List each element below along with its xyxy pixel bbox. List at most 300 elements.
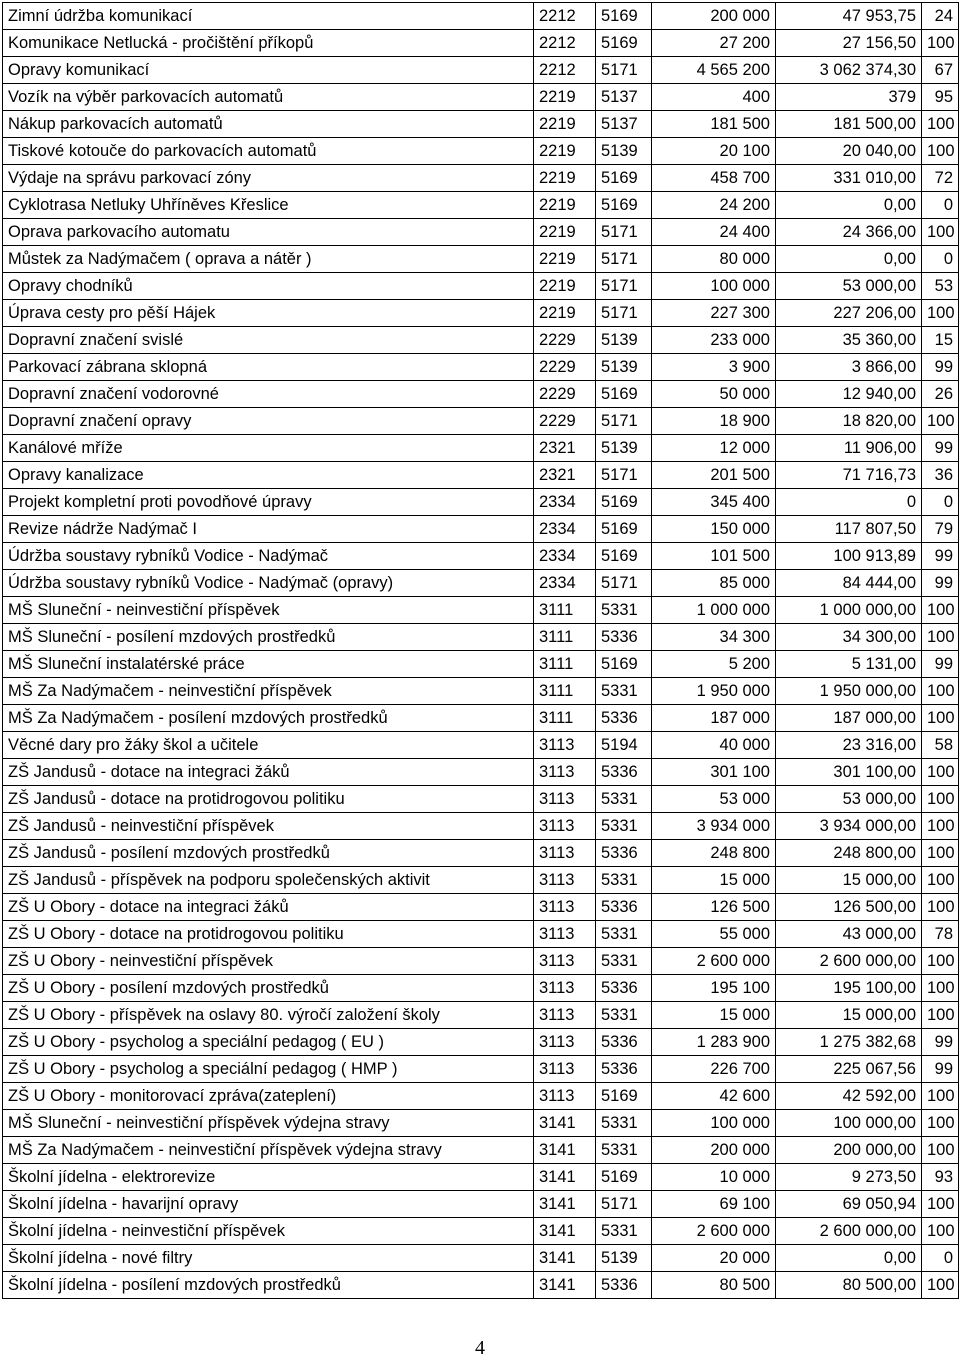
item-name-cell: Výdaje na správu parkovací zóny <box>3 165 534 192</box>
item-code-cell: 5169 <box>596 381 652 408</box>
actual-cell: 43 000,00 <box>776 921 922 948</box>
paragraph-cell: 3141 <box>534 1164 596 1191</box>
table-row <box>3 138 959 165</box>
percent-cell: 95 <box>922 84 959 111</box>
item-name-cell: Úprava cesty pro pěší Hájek <box>3 300 534 327</box>
paragraph-cell: 3111 <box>534 597 596 624</box>
budget-cell: 345 400 <box>652 489 776 516</box>
actual-cell: 27 156,50 <box>776 30 922 57</box>
percent-cell: 100 <box>922 597 959 624</box>
actual-cell: 0 <box>776 489 922 516</box>
table-row <box>3 435 959 462</box>
table-row <box>3 462 959 489</box>
budget-cell: 20 000 <box>652 1245 776 1272</box>
percent-cell: 100 <box>922 975 959 1002</box>
percent-cell: 100 <box>922 705 959 732</box>
table-row <box>3 381 959 408</box>
budget-cell: 3 900 <box>652 354 776 381</box>
paragraph-cell: 3113 <box>534 921 596 948</box>
actual-cell: 100 000,00 <box>776 1110 922 1137</box>
budget-cell: 50 000 <box>652 381 776 408</box>
item-code-cell: 5331 <box>596 678 652 705</box>
percent-cell: 100 <box>922 624 959 651</box>
table-row <box>3 84 959 111</box>
item-code-cell: 5171 <box>596 462 652 489</box>
table-row <box>3 1083 959 1110</box>
table-row <box>3 3 959 30</box>
percent-cell: 78 <box>922 921 959 948</box>
percent-cell: 100 <box>922 1110 959 1137</box>
actual-cell: 2 600 000,00 <box>776 948 922 975</box>
item-code-cell: 5137 <box>596 111 652 138</box>
item-code-cell: 5171 <box>596 219 652 246</box>
actual-cell: 225 067,56 <box>776 1056 922 1083</box>
actual-cell: 11 906,00 <box>776 435 922 462</box>
table-row <box>3 786 959 813</box>
paragraph-cell: 3113 <box>534 1056 596 1083</box>
percent-cell: 100 <box>922 1002 959 1029</box>
percent-cell: 93 <box>922 1164 959 1191</box>
percent-cell: 0 <box>922 489 959 516</box>
item-code-cell: 5137 <box>596 84 652 111</box>
percent-cell: 99 <box>922 543 959 570</box>
table-row <box>3 219 959 246</box>
table-row <box>3 651 959 678</box>
table-row <box>3 111 959 138</box>
item-name-cell: ZŠ Jandusů - posílení mzdových prostředků <box>3 840 534 867</box>
paragraph-cell: 3113 <box>534 759 596 786</box>
paragraph-cell: 3111 <box>534 651 596 678</box>
percent-cell: 100 <box>922 840 959 867</box>
percent-cell: 24 <box>922 3 959 30</box>
budget-cell: 248 800 <box>652 840 776 867</box>
paragraph-cell: 2219 <box>534 300 596 327</box>
actual-cell: 23 316,00 <box>776 732 922 759</box>
item-code-cell: 5171 <box>596 300 652 327</box>
percent-cell: 100 <box>922 1272 959 1299</box>
percent-cell: 100 <box>922 219 959 246</box>
item-code-cell: 5169 <box>596 165 652 192</box>
table-row <box>3 1137 959 1164</box>
percent-cell: 99 <box>922 354 959 381</box>
paragraph-cell: 3141 <box>534 1218 596 1245</box>
actual-cell: 181 500,00 <box>776 111 922 138</box>
actual-cell: 0,00 <box>776 246 922 273</box>
actual-cell: 5 131,00 <box>776 651 922 678</box>
actual-cell: 1 275 382,68 <box>776 1029 922 1056</box>
percent-cell: 100 <box>922 759 959 786</box>
item-code-cell: 5331 <box>596 786 652 813</box>
actual-cell: 69 050,94 <box>776 1191 922 1218</box>
paragraph-cell: 2219 <box>534 165 596 192</box>
actual-cell: 126 500,00 <box>776 894 922 921</box>
paragraph-cell: 2219 <box>534 219 596 246</box>
item-code-cell: 5169 <box>596 543 652 570</box>
table-row <box>3 732 959 759</box>
item-code-cell: 5336 <box>596 975 652 1002</box>
table-row <box>3 408 959 435</box>
budget-cell: 5 200 <box>652 651 776 678</box>
item-code-cell: 5331 <box>596 1110 652 1137</box>
paragraph-cell: 3141 <box>534 1137 596 1164</box>
item-name-cell: MŠ Za Nadýmačem - neinvestiční příspěvek <box>3 678 534 705</box>
item-name-cell: ZŠ U Obory - neinvestiční příspěvek <box>3 948 534 975</box>
percent-cell: 100 <box>922 138 959 165</box>
table-row <box>3 300 959 327</box>
budget-cell: 4 565 200 <box>652 57 776 84</box>
page-number: 4 <box>475 1337 485 1359</box>
budget-cell: 201 500 <box>652 462 776 489</box>
item-code-cell: 5169 <box>596 30 652 57</box>
budget-cell: 34 300 <box>652 624 776 651</box>
item-name-cell: Školní jídelna - neinvestiční příspěvek <box>3 1218 534 1245</box>
budget-cell: 400 <box>652 84 776 111</box>
item-name-cell: Parkovací zábrana sklopná <box>3 354 534 381</box>
item-name-cell: ZŠ U Obory - monitorovací zpráva(zateplení) <box>3 1083 534 1110</box>
budget-cell: 233 000 <box>652 327 776 354</box>
table-row <box>3 30 959 57</box>
actual-cell: 227 206,00 <box>776 300 922 327</box>
budget-cell: 150 000 <box>652 516 776 543</box>
percent-cell: 100 <box>922 1191 959 1218</box>
item-code-cell: 5139 <box>596 435 652 462</box>
actual-cell: 71 716,73 <box>776 462 922 489</box>
percent-cell: 100 <box>922 1137 959 1164</box>
paragraph-cell: 3113 <box>534 732 596 759</box>
item-name-cell: Zimní údržba komunikací <box>3 3 534 30</box>
item-code-cell: 5331 <box>596 1137 652 1164</box>
item-name-cell: ZŠ U Obory - příspěvek na oslavy 80. výročí založení školy <box>3 1002 534 1029</box>
item-code-cell: 5169 <box>596 651 652 678</box>
percent-cell: 99 <box>922 1029 959 1056</box>
budget-cell: 226 700 <box>652 1056 776 1083</box>
budget-cell: 187 000 <box>652 705 776 732</box>
table-row <box>3 597 959 624</box>
actual-cell: 2 600 000,00 <box>776 1218 922 1245</box>
item-code-cell: 5331 <box>596 921 652 948</box>
budget-cell: 15 000 <box>652 867 776 894</box>
percent-cell: 100 <box>922 1218 959 1245</box>
budget-cell: 53 000 <box>652 786 776 813</box>
percent-cell: 100 <box>922 813 959 840</box>
budget-cell: 12 000 <box>652 435 776 462</box>
paragraph-cell: 3113 <box>534 1002 596 1029</box>
budget-cell: 126 500 <box>652 894 776 921</box>
table-row <box>3 1029 959 1056</box>
actual-cell: 80 500,00 <box>776 1272 922 1299</box>
budget-cell: 1 950 000 <box>652 678 776 705</box>
budget-cell: 3 934 000 <box>652 813 776 840</box>
actual-cell: 117 807,50 <box>776 516 922 543</box>
item-name-cell: Dopravní značení opravy <box>3 408 534 435</box>
percent-cell: 100 <box>922 678 959 705</box>
paragraph-cell: 3141 <box>534 1191 596 1218</box>
percent-cell: 99 <box>922 651 959 678</box>
item-code-cell: 5331 <box>596 1218 652 1245</box>
table-row <box>3 1002 959 1029</box>
table-row <box>3 1218 959 1245</box>
item-name-cell: Opravy chodníků <box>3 273 534 300</box>
paragraph-cell: 2229 <box>534 381 596 408</box>
percent-cell: 99 <box>922 570 959 597</box>
percent-cell: 15 <box>922 327 959 354</box>
budget-cell: 100 000 <box>652 1110 776 1137</box>
paragraph-cell: 2229 <box>534 354 596 381</box>
budget-cell: 69 100 <box>652 1191 776 1218</box>
paragraph-cell: 2212 <box>534 57 596 84</box>
paragraph-cell: 3113 <box>534 1029 596 1056</box>
percent-cell: 67 <box>922 57 959 84</box>
item-code-cell: 5139 <box>596 1245 652 1272</box>
percent-cell: 100 <box>922 408 959 435</box>
paragraph-cell: 3111 <box>534 624 596 651</box>
budget-cell: 42 600 <box>652 1083 776 1110</box>
table-row <box>3 246 959 273</box>
budget-cell: 20 100 <box>652 138 776 165</box>
actual-cell: 42 592,00 <box>776 1083 922 1110</box>
item-name-cell: MŠ Sluneční instalatérské práce <box>3 651 534 678</box>
budget-cell: 18 900 <box>652 408 776 435</box>
item-name-cell: ZŠ Jandusů - neinvestiční příspěvek <box>3 813 534 840</box>
item-code-cell: 5331 <box>596 597 652 624</box>
actual-cell: 3 866,00 <box>776 354 922 381</box>
budget-cell: 80 500 <box>652 1272 776 1299</box>
table-row <box>3 165 959 192</box>
actual-cell: 0,00 <box>776 192 922 219</box>
item-name-cell: Cyklotrasa Netluky Uhříněves Křeslice <box>3 192 534 219</box>
item-code-cell: 5171 <box>596 1191 652 1218</box>
table-row <box>3 1056 959 1083</box>
item-name-cell: Opravy komunikací <box>3 57 534 84</box>
item-code-cell: 5336 <box>596 705 652 732</box>
paragraph-cell: 2219 <box>534 273 596 300</box>
paragraph-cell: 2219 <box>534 111 596 138</box>
actual-cell: 379 <box>776 84 922 111</box>
item-name-cell: Dopravní značení svislé <box>3 327 534 354</box>
paragraph-cell: 3113 <box>534 813 596 840</box>
item-code-cell: 5331 <box>596 948 652 975</box>
percent-cell: 58 <box>922 732 959 759</box>
table-row <box>3 867 959 894</box>
actual-cell: 34 300,00 <box>776 624 922 651</box>
paragraph-cell: 2212 <box>534 30 596 57</box>
item-code-cell: 5139 <box>596 138 652 165</box>
paragraph-cell: 3113 <box>534 975 596 1002</box>
paragraph-cell: 2321 <box>534 462 596 489</box>
item-name-cell: Tiskové kotouče do parkovacích automatů <box>3 138 534 165</box>
actual-cell: 3 062 374,30 <box>776 57 922 84</box>
actual-cell: 100 913,89 <box>776 543 922 570</box>
actual-cell: 24 366,00 <box>776 219 922 246</box>
table-row <box>3 1110 959 1137</box>
paragraph-cell: 2219 <box>534 246 596 273</box>
item-code-cell: 5169 <box>596 1083 652 1110</box>
paragraph-cell: 3113 <box>534 786 596 813</box>
table-body <box>3 3 959 1299</box>
actual-cell: 47 953,75 <box>776 3 922 30</box>
item-name-cell: Školní jídelna - elektrorevize <box>3 1164 534 1191</box>
item-name-cell: Opravy kanalizace <box>3 462 534 489</box>
item-code-cell: 5331 <box>596 867 652 894</box>
table-row <box>3 1245 959 1272</box>
item-name-cell: Dopravní značení vodorovné <box>3 381 534 408</box>
actual-cell: 301 100,00 <box>776 759 922 786</box>
budget-cell: 27 200 <box>652 30 776 57</box>
budget-cell: 100 000 <box>652 273 776 300</box>
item-code-cell: 5194 <box>596 732 652 759</box>
table-row <box>3 57 959 84</box>
paragraph-cell: 2334 <box>534 489 596 516</box>
item-code-cell: 5169 <box>596 3 652 30</box>
actual-cell: 15 000,00 <box>776 1002 922 1029</box>
paragraph-cell: 2219 <box>534 192 596 219</box>
table-row <box>3 894 959 921</box>
item-code-cell: 5169 <box>596 192 652 219</box>
percent-cell: 100 <box>922 300 959 327</box>
table-row <box>3 1164 959 1191</box>
item-name-cell: Kanálové mříže <box>3 435 534 462</box>
budget-cell: 101 500 <box>652 543 776 570</box>
budget-table <box>2 2 959 1299</box>
actual-cell: 18 820,00 <box>776 408 922 435</box>
item-name-cell: Údržba soustavy rybníků Vodice - Nadýmač <box>3 543 534 570</box>
item-name-cell: Nákup parkovacích automatů <box>3 111 534 138</box>
paragraph-cell: 3113 <box>534 1083 596 1110</box>
item-code-cell: 5171 <box>596 246 652 273</box>
budget-cell: 85 000 <box>652 570 776 597</box>
item-name-cell: ZŠ U Obory - posílení mzdových prostředků <box>3 975 534 1002</box>
item-code-cell: 5336 <box>596 1056 652 1083</box>
percent-cell: 0 <box>922 246 959 273</box>
item-name-cell: MŠ Za Nadýmačem - posílení mzdových prostředků <box>3 705 534 732</box>
paragraph-cell: 3141 <box>534 1245 596 1272</box>
item-code-cell: 5171 <box>596 57 652 84</box>
percent-cell: 53 <box>922 273 959 300</box>
budget-cell: 227 300 <box>652 300 776 327</box>
table-row <box>3 975 959 1002</box>
paragraph-cell: 2321 <box>534 435 596 462</box>
item-name-cell: ZŠ U Obory - psycholog a speciální pedagog ( EU ) <box>3 1029 534 1056</box>
paragraph-cell: 2334 <box>534 570 596 597</box>
budget-cell: 80 000 <box>652 246 776 273</box>
paragraph-cell: 2219 <box>534 84 596 111</box>
item-name-cell: Projekt kompletní proti povodňové úpravy <box>3 489 534 516</box>
item-name-cell: ZŠ Jandusů - dotace na integraci žáků <box>3 759 534 786</box>
percent-cell: 72 <box>922 165 959 192</box>
item-code-cell: 5336 <box>596 1029 652 1056</box>
percent-cell: 100 <box>922 894 959 921</box>
table-row <box>3 921 959 948</box>
item-name-cell: Revize nádrže Nadýmač I <box>3 516 534 543</box>
item-code-cell: 5336 <box>596 759 652 786</box>
item-code-cell: 5331 <box>596 1002 652 1029</box>
budget-cell: 40 000 <box>652 732 776 759</box>
paragraph-cell: 3141 <box>534 1110 596 1137</box>
actual-cell: 84 444,00 <box>776 570 922 597</box>
actual-cell: 248 800,00 <box>776 840 922 867</box>
actual-cell: 200 000,00 <box>776 1137 922 1164</box>
budget-cell: 1 283 900 <box>652 1029 776 1056</box>
item-code-cell: 5139 <box>596 354 652 381</box>
budget-cell: 2 600 000 <box>652 1218 776 1245</box>
item-name-cell: MŠ Sluneční - posílení mzdových prostředků <box>3 624 534 651</box>
item-code-cell: 5169 <box>596 1164 652 1191</box>
actual-cell: 53 000,00 <box>776 786 922 813</box>
actual-cell: 20 040,00 <box>776 138 922 165</box>
budget-cell: 24 400 <box>652 219 776 246</box>
percent-cell: 26 <box>922 381 959 408</box>
budget-cell: 200 000 <box>652 1137 776 1164</box>
percent-cell: 0 <box>922 1245 959 1272</box>
budget-cell: 200 000 <box>652 3 776 30</box>
percent-cell: 100 <box>922 30 959 57</box>
paragraph-cell: 3113 <box>534 840 596 867</box>
percent-cell: 36 <box>922 462 959 489</box>
table-row <box>3 354 959 381</box>
item-name-cell: Můstek za Nadýmačem ( oprava a nátěr ) <box>3 246 534 273</box>
actual-cell: 187 000,00 <box>776 705 922 732</box>
table-row <box>3 543 959 570</box>
item-code-cell: 5336 <box>596 840 652 867</box>
paragraph-cell: 2212 <box>534 3 596 30</box>
budget-cell: 24 200 <box>652 192 776 219</box>
item-name-cell: ZŠ Jandusů - příspěvek na podporu společenských aktivit <box>3 867 534 894</box>
item-code-cell: 5331 <box>596 813 652 840</box>
percent-cell: 99 <box>922 1056 959 1083</box>
percent-cell: 99 <box>922 435 959 462</box>
actual-cell: 1 950 000,00 <box>776 678 922 705</box>
percent-cell: 79 <box>922 516 959 543</box>
actual-cell: 53 000,00 <box>776 273 922 300</box>
table-row <box>3 705 959 732</box>
item-name-cell: Věcné dary pro žáky škol a učitele <box>3 732 534 759</box>
actual-cell: 9 273,50 <box>776 1164 922 1191</box>
paragraph-cell: 3113 <box>534 867 596 894</box>
table-row <box>3 840 959 867</box>
percent-cell: 100 <box>922 948 959 975</box>
item-name-cell: MŠ Za Nadýmačem - neinvestiční příspěvek výdejna stravy <box>3 1137 534 1164</box>
table-row <box>3 489 959 516</box>
item-name-cell: Školní jídelna - posílení mzdových prostředků <box>3 1272 534 1299</box>
table-row <box>3 1272 959 1299</box>
percent-cell: 100 <box>922 1083 959 1110</box>
item-name-cell: Komunikace Netlucká - pročištění příkopů <box>3 30 534 57</box>
table-row <box>3 948 959 975</box>
item-code-cell: 5169 <box>596 489 652 516</box>
actual-cell: 0,00 <box>776 1245 922 1272</box>
item-code-cell: 5171 <box>596 570 652 597</box>
table-row <box>3 570 959 597</box>
budget-cell: 195 100 <box>652 975 776 1002</box>
paragraph-cell: 2229 <box>534 408 596 435</box>
percent-cell: 100 <box>922 867 959 894</box>
item-name-cell: Vozík na výběr parkovacích automatů <box>3 84 534 111</box>
item-code-cell: 5169 <box>596 516 652 543</box>
item-name-cell: MŠ Sluneční - neinvestiční příspěvek <box>3 597 534 624</box>
budget-cell: 55 000 <box>652 921 776 948</box>
item-code-cell: 5171 <box>596 273 652 300</box>
percent-cell: 100 <box>922 786 959 813</box>
item-code-cell: 5171 <box>596 408 652 435</box>
actual-cell: 15 000,00 <box>776 867 922 894</box>
paragraph-cell: 2334 <box>534 543 596 570</box>
paragraph-cell: 2334 <box>534 516 596 543</box>
item-name-cell: ZŠ U Obory - psycholog a speciální pedagog ( HMP ) <box>3 1056 534 1083</box>
paragraph-cell: 2219 <box>534 138 596 165</box>
table-row <box>3 327 959 354</box>
budget-cell: 181 500 <box>652 111 776 138</box>
percent-cell: 100 <box>922 111 959 138</box>
